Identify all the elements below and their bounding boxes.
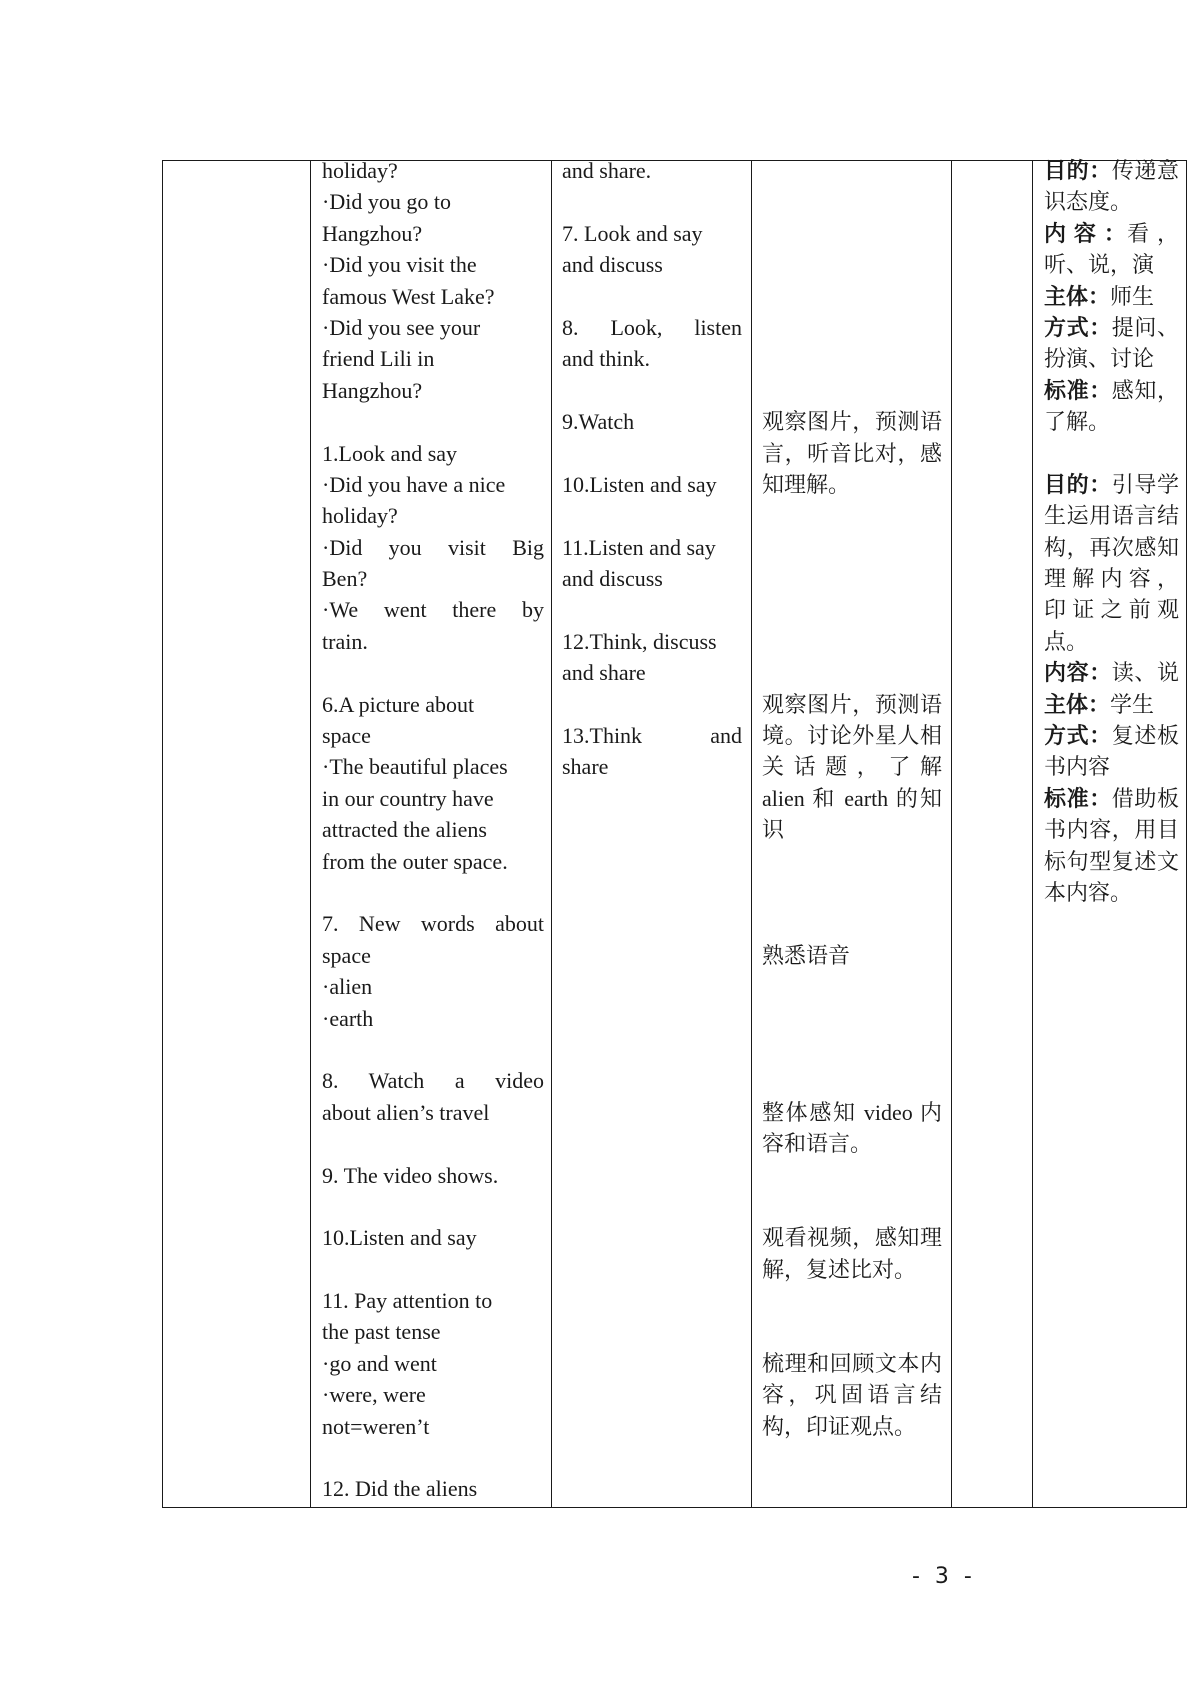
line-text: ·go and went xyxy=(322,1350,437,1376)
line-text: 9. The video shows. xyxy=(322,1162,499,1188)
text-line xyxy=(562,563,742,594)
text-line xyxy=(762,532,942,563)
line-text: 师生 xyxy=(1110,283,1155,309)
text-line xyxy=(762,1003,942,1034)
text-line xyxy=(322,1348,544,1379)
line-text: 8. Watch a video xyxy=(322,1068,544,1094)
label-bold: 方式： xyxy=(1044,723,1112,749)
text-line xyxy=(762,1411,942,1442)
text-line xyxy=(322,940,544,971)
line-text: 构，印证观点。 xyxy=(762,1413,917,1439)
text-line xyxy=(1044,406,1179,437)
text-line xyxy=(322,500,544,531)
line-text: Hangzhou? xyxy=(322,377,423,403)
text-line xyxy=(322,814,544,845)
text-line xyxy=(322,249,544,280)
text-line xyxy=(562,657,742,688)
text-line xyxy=(322,218,544,249)
text-line xyxy=(762,971,942,1002)
line-text: 容和语言。 xyxy=(762,1131,873,1157)
line-text: ·Did you see your xyxy=(322,314,481,340)
text-line xyxy=(322,846,544,877)
line-text: 12. Did the aliens xyxy=(322,1476,478,1502)
line-text: friend Lili in xyxy=(322,346,435,372)
line-text: 构，再次感知 xyxy=(1044,534,1179,560)
teaching-process-cell xyxy=(322,155,544,1505)
text-line xyxy=(762,657,942,688)
line-text: 解，复述比对。 xyxy=(762,1256,917,1282)
text-line xyxy=(1044,249,1179,280)
text-line xyxy=(562,406,742,437)
text-line xyxy=(762,281,942,312)
label-bold: 主体： xyxy=(1044,691,1111,717)
line-text: 12.Think, discuss xyxy=(562,628,717,654)
text-line xyxy=(562,720,742,751)
line-text: holiday? xyxy=(322,503,398,529)
line-text: 梳理和回顾文本内 xyxy=(762,1350,942,1376)
line-text: 10.Listen and say xyxy=(562,471,717,497)
text-line xyxy=(322,343,544,374)
line-text: 提问、 xyxy=(1111,314,1179,340)
line-text: space xyxy=(322,723,371,749)
line-text: 生运用语言结 xyxy=(1044,503,1179,529)
text-line xyxy=(322,1411,544,1442)
text-line xyxy=(762,1160,942,1191)
text-line xyxy=(562,281,742,312)
text-line xyxy=(322,281,544,312)
label-bold: 标准： xyxy=(1044,377,1112,403)
line-text: 引导学 xyxy=(1111,471,1179,497)
text-line xyxy=(1044,626,1179,657)
line-text: 11.Listen and say xyxy=(562,534,716,560)
text-line xyxy=(1044,563,1179,594)
text-line xyxy=(1044,846,1179,877)
line-text: 10.Listen and say xyxy=(322,1225,477,1251)
text-line xyxy=(1044,155,1179,186)
line-text: 观察图片，预测语 xyxy=(762,691,942,717)
text-line xyxy=(562,312,742,343)
line-text: 书内容，用目 xyxy=(1044,817,1179,843)
line-text: in our country have xyxy=(322,785,494,811)
text-line xyxy=(322,563,544,594)
text-line xyxy=(322,1222,544,1253)
table-column-activities xyxy=(551,160,752,1508)
text-line xyxy=(322,689,544,720)
line-text: 识态度。 xyxy=(1044,189,1133,215)
line-text: and think. xyxy=(562,346,650,372)
text-line xyxy=(762,406,942,437)
text-line xyxy=(762,1285,942,1316)
text-line xyxy=(322,908,544,939)
line-text: 看 ， xyxy=(1127,220,1179,246)
text-line xyxy=(322,1097,544,1128)
text-line xyxy=(1044,438,1179,469)
line-text: 标句型复述文 xyxy=(1044,848,1179,874)
line-text: ·Did you go to xyxy=(322,189,451,215)
line-text: the past tense xyxy=(322,1319,441,1345)
line-text: and share. xyxy=(562,158,652,183)
text-line xyxy=(322,1003,544,1034)
text-line xyxy=(762,751,942,782)
line-text: ·We went there by xyxy=(322,597,544,623)
line-text: 整体感知 video 内 xyxy=(762,1099,942,1125)
line-text: Hangzhou? xyxy=(322,220,423,246)
text-line xyxy=(1044,375,1179,406)
text-line xyxy=(762,814,942,845)
text-line xyxy=(322,186,544,217)
text-line xyxy=(322,155,544,186)
text-line xyxy=(762,343,942,374)
text-line xyxy=(562,343,742,374)
line-text: Ben? xyxy=(322,566,368,592)
text-line xyxy=(1044,532,1179,563)
text-line xyxy=(762,1065,942,1096)
text-line xyxy=(322,375,544,406)
objective-notes-cell xyxy=(1044,155,1179,908)
text-line xyxy=(562,751,742,782)
text-line xyxy=(322,469,544,500)
text-line xyxy=(322,783,544,814)
text-line xyxy=(762,940,942,971)
line-text: ·Did you have a nice xyxy=(322,471,506,497)
line-text: famous West Lake? xyxy=(322,283,495,309)
text-line xyxy=(1044,312,1179,343)
line-text: ·Did you visit Big xyxy=(322,534,544,560)
student-activities-cell xyxy=(562,155,742,783)
line-text: 印 证 之 前 观 xyxy=(1044,597,1179,623)
line-text: share xyxy=(562,754,609,780)
text-line xyxy=(562,438,742,469)
text-line xyxy=(1044,594,1179,625)
line-text: 复述板 xyxy=(1111,723,1179,749)
line-text: 9.Watch xyxy=(562,409,635,435)
text-line xyxy=(322,312,544,343)
table-column-5 xyxy=(951,160,1033,1508)
text-line xyxy=(762,438,942,469)
line-text: 识 xyxy=(762,817,785,843)
line-text: 8. Look, listen xyxy=(562,314,742,340)
line-text: 7. Look and say xyxy=(562,220,703,246)
line-text: and share xyxy=(562,660,646,686)
line-text: from the outer space. xyxy=(322,848,508,874)
line-text: alien 和 earth 的知 xyxy=(762,785,942,811)
text-line xyxy=(322,751,544,782)
text-line xyxy=(562,469,742,500)
line-text: ·earth xyxy=(322,1005,374,1031)
line-text: 读、说 xyxy=(1111,660,1179,686)
line-text: 书内容 xyxy=(1044,754,1111,780)
text-line xyxy=(762,1254,942,1285)
text-line xyxy=(762,626,942,657)
line-text: and discuss xyxy=(562,252,663,278)
label-bold: 内 容 ： xyxy=(1044,220,1128,246)
line-text: ·alien xyxy=(322,974,373,1000)
text-line xyxy=(322,877,544,908)
line-text: about alien’s travel xyxy=(322,1099,490,1125)
text-line xyxy=(1044,877,1179,908)
text-line xyxy=(1044,783,1179,814)
text-line xyxy=(762,908,942,939)
text-line xyxy=(1044,469,1179,500)
text-line xyxy=(762,375,942,406)
text-line xyxy=(1044,343,1179,374)
text-line xyxy=(562,500,742,531)
text-line xyxy=(322,1379,544,1410)
table-column-process xyxy=(310,160,552,1508)
line-text: 关 话 题 ， 了 解 xyxy=(762,754,942,780)
line-text: and discuss xyxy=(562,566,663,592)
text-line xyxy=(1044,186,1179,217)
text-line xyxy=(762,783,942,814)
label-bold: 主体： xyxy=(1044,283,1111,309)
text-line xyxy=(562,186,742,217)
text-line xyxy=(322,1316,544,1347)
text-line xyxy=(762,249,942,280)
line-text: 本内容。 xyxy=(1044,879,1133,905)
text-line xyxy=(322,532,544,563)
text-line xyxy=(322,626,544,657)
text-line xyxy=(762,500,942,531)
text-line xyxy=(762,877,942,908)
text-line xyxy=(1044,720,1179,751)
text-line xyxy=(762,1348,942,1379)
line-text: 借助板 xyxy=(1111,785,1179,811)
text-line xyxy=(762,186,942,217)
text-line xyxy=(322,594,544,625)
label-bold: 标准： xyxy=(1044,785,1112,811)
text-line xyxy=(762,689,942,720)
page-number: - 3 - xyxy=(912,1564,976,1589)
line-text: ·The beautiful places xyxy=(322,754,508,780)
line-text: 点。 xyxy=(1044,628,1089,654)
text-line xyxy=(562,594,742,625)
line-text: 境。讨论外星人相 xyxy=(762,723,942,749)
line-text: ·were, were xyxy=(322,1382,426,1408)
text-line xyxy=(762,218,942,249)
table-column-1 xyxy=(162,160,311,1508)
text-line xyxy=(1044,218,1179,249)
line-text: 言，听音比对，感 xyxy=(762,440,942,466)
line-text: 扮演、讨论 xyxy=(1044,346,1155,372)
text-line xyxy=(1044,281,1179,312)
text-line xyxy=(1044,751,1179,782)
text-line xyxy=(762,1034,942,1065)
text-line xyxy=(562,218,742,249)
text-line xyxy=(322,1128,544,1159)
table-column-intent xyxy=(751,160,952,1508)
line-text: 熟悉语音 xyxy=(762,942,851,968)
text-line xyxy=(322,1473,544,1504)
text-line xyxy=(762,846,942,877)
line-text: 学生 xyxy=(1110,691,1155,717)
text-line xyxy=(762,1191,942,1222)
text-line xyxy=(762,720,942,751)
text-line xyxy=(762,1379,942,1410)
line-text: ·Did you visit the xyxy=(322,252,477,278)
text-line xyxy=(762,1316,942,1347)
line-text: 知理解。 xyxy=(762,471,851,497)
text-line xyxy=(322,1254,544,1285)
text-line xyxy=(1044,689,1179,720)
text-line xyxy=(322,438,544,469)
label-bold: 目的： xyxy=(1044,471,1112,497)
label-bold: 内容： xyxy=(1044,660,1112,686)
text-line xyxy=(322,1191,544,1222)
text-line xyxy=(762,1128,942,1159)
text-line xyxy=(762,155,942,186)
text-line xyxy=(322,1285,544,1316)
text-line xyxy=(562,155,742,186)
text-line xyxy=(322,1065,544,1096)
text-line xyxy=(562,626,742,657)
line-text: 6.A picture about xyxy=(322,691,475,717)
text-line xyxy=(762,1222,942,1253)
text-line xyxy=(322,1442,544,1473)
text-line xyxy=(322,657,544,688)
label-bold: 目的： xyxy=(1044,158,1112,183)
text-line xyxy=(1044,500,1179,531)
line-text: 7. New words about xyxy=(322,911,544,937)
line-text: space xyxy=(322,942,371,968)
table-column-notes xyxy=(1032,160,1187,1508)
text-line xyxy=(562,532,742,563)
text-line xyxy=(762,469,942,500)
text-line xyxy=(562,689,742,720)
text-line xyxy=(1044,657,1179,688)
line-text: 了解。 xyxy=(1044,409,1111,435)
text-line xyxy=(322,1160,544,1191)
line-text: 容，巩固语言结 xyxy=(762,1382,942,1408)
text-line xyxy=(762,312,942,343)
line-text: 1.Look and say xyxy=(322,440,458,466)
text-line xyxy=(322,971,544,1002)
text-line xyxy=(322,406,544,437)
text-line xyxy=(322,1034,544,1065)
text-line xyxy=(762,563,942,594)
line-text: 传递意 xyxy=(1111,158,1179,183)
text-line xyxy=(762,594,942,625)
line-text: train. xyxy=(322,628,368,654)
text-line xyxy=(1044,814,1179,845)
line-text: 观察图片，预测语 xyxy=(762,409,942,435)
line-text: 11. Pay attention to xyxy=(322,1288,493,1314)
line-text: 13.Think and xyxy=(562,723,742,749)
text-line xyxy=(322,720,544,751)
line-text: attracted the aliens xyxy=(322,817,487,843)
line-text: 理 解 内 容 ， xyxy=(1044,566,1179,592)
text-line xyxy=(562,249,742,280)
line-text: not=weren’t xyxy=(322,1413,430,1439)
line-text: holiday? xyxy=(322,158,398,183)
label-bold: 方式： xyxy=(1044,314,1112,340)
line-text: 观看视频，感知理 xyxy=(762,1225,942,1251)
text-line xyxy=(762,1097,942,1128)
text-line xyxy=(562,375,742,406)
design-intent-cell xyxy=(762,155,942,1442)
line-text: 听、说，演 xyxy=(1044,252,1155,278)
line-text: 感知， xyxy=(1111,377,1179,403)
